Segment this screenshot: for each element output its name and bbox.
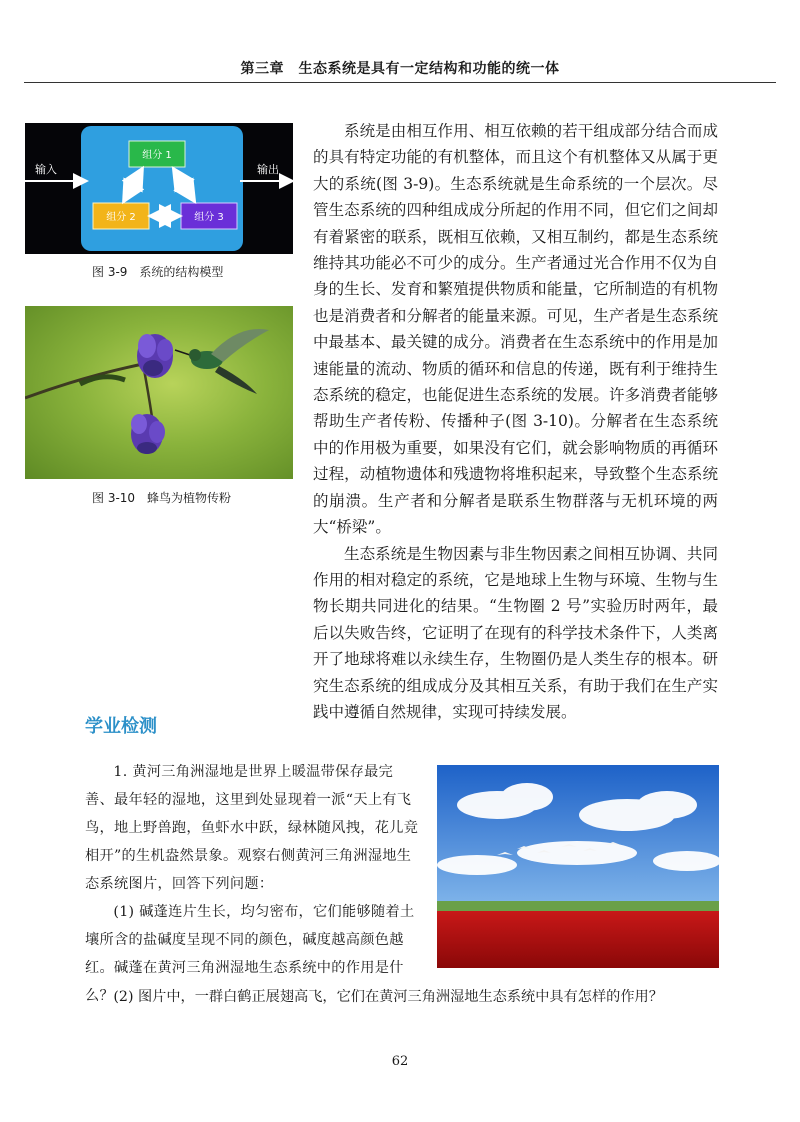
red-seepweed-field [437, 911, 719, 968]
figure-hummingbird-photo [25, 306, 293, 479]
input-label: 输入 [35, 163, 57, 176]
flower-icon [137, 334, 173, 378]
exercise-question-1: (1) 碱蓬连片生长，均匀密布，它们能够随着土壤所含的盐碱度呈现不同的颜色，碱度越高颜色越红。碱蓬在黄河三角洲湿地生态系统中的作用是什么？ [85, 904, 415, 1004]
exercise-block [85, 758, 420, 1010]
figure-3-10-caption: 图 3-10 蜂鸟为植物传粉 [92, 491, 232, 505]
page-number: 62 [391, 1054, 409, 1069]
figure-3-9-caption: 图 3-9 系统的结构模型 [92, 265, 224, 279]
exercise-question-2: (2) 图片中，一群白鹤正展翅高飞，它们在黄河三角洲湿地生态系统中具有怎样的作用？ [113, 989, 663, 1005]
page-header-title: 第三章 生态系统是具有一定结构和功能的统一体 [240, 61, 560, 77]
body-paragraph: 系统是由相互作用、相互依赖的若干组成部分结合而成的具有特定功能的有机整体，而且这个有机整体又从属于更大的系统(图 3-9)。生态系统就是生命系统的一个层次。尽管生态系统的四种组成成分所起的作用不同，但它们之间却有着紧密的联系，既相互依赖，又相互制约，都是生态系统维持其功能必不可少的成分。生产者通过光合作用不仅为自身的生长、发育和繁殖提供物质和能量，它所制造的有机物也是消费者和分解者的能量来源。可见，生产者是生态系统中最基本、最关键的成分。消费者在生态系统中的作用是加速能量的流动、物质的循环和信息的传递，既有利于维持生态系统的稳定，也能促进生态系统的发展。许多消费者能够帮助生产者传粉、传播种子(图 3-10)。分解者在生态系统中的作用极为重要，如果没有它们，就会影响物质的再循环过程，动植物遗体和残遗物将堆积起来，导致整个生态系统的崩溃。生产者和分解者是联系生物群落与无机环境的两大“桥梁”。 [313, 122, 718, 537]
component-3-label: 组分 3 [194, 212, 224, 223]
component-2-label: 组分 2 [106, 212, 136, 223]
header-divider [24, 82, 776, 83]
section-heading: 学业检测 [85, 716, 157, 737]
output-label: 输出 [257, 163, 279, 176]
hummingbird-icon [175, 329, 269, 394]
horizon-grass [437, 901, 719, 911]
body-paragraph: 生态系统是生物因素与非生物因素之间相互协调、共同作用的相对稳定的系统，它是地球上生物与环境、生物与生物长期共同进化的结果。“生物圈 2 号”实验历时两年，最后以失败告终，它证明了在现有的科学技术条件下，人类离开了地球将难以永续生存，生物圈仍是人类生存的根本。研究生态系统的组成成分及其相互关系，有助于我们在生产实践中遵循自然规律，实现可持续发展。 [313, 544, 718, 721]
figure-system-model [25, 123, 293, 254]
figure-wetland-photo [437, 765, 719, 968]
flower-lower-icon [131, 414, 165, 454]
sky [437, 765, 719, 905]
exercise-intro: 1. 黄河三角洲湿地是世界上暖温带保存最完善、最年轻的湿地，这里到处显现着一派“天上有飞鸟，地上野兽跑，鱼虾水中跃，绿林随风拽，花儿竞相开”的生机盎然景象。观察右侧黄河三角洲湿地生态系统图片，回答下列问题： [85, 764, 419, 892]
component-1-label: 组分 1 [142, 150, 172, 161]
main-text [313, 118, 718, 725]
